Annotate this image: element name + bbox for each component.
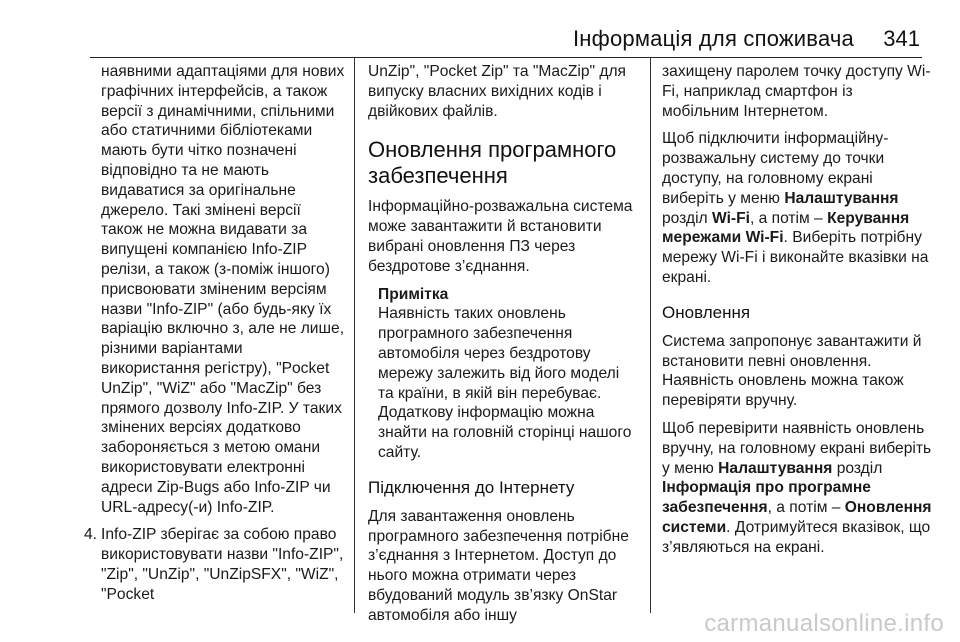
page-number: 341 [883, 26, 920, 51]
page-header [0, 0, 960, 58]
text-run: . Дотримуйтеся вказівок, що з’являються на екрані. [662, 518, 931, 556]
column-divider-1 [354, 58, 355, 613]
heading-updates: Оновлення [662, 302, 751, 322]
text-run: . Виберіть потрібну мережу Wi-Fi і виконайте вказівки на екрані. [662, 229, 929, 286]
text-run: Щоб перевірити наявність оновлень вручну, на головному екрані виберіть у меню [662, 419, 932, 477]
continuation-text: UnZip", "Pocket Zip" та "MacZip" для випуску власних вихідних кодів і двійкових файлів. [368, 63, 627, 120]
column-1 [84, 58, 346, 613]
note-title: Примітка [378, 285, 449, 303]
heading-software-updates: Оновлення програмного забезпечення [368, 137, 617, 189]
heading-internet-connection: Підключення до Інтернету [368, 477, 575, 497]
menu-software-info-label: Інформація про програмне забезпечення [662, 479, 871, 517]
text-run: , а потім – [767, 499, 845, 517]
list-item-text: Info-ZIP зберігає за собою право використовувати назви "Info-ZIP", "Zip", "UnZip", "UnZipSFX", "WiZ", "Pocket [101, 526, 344, 603]
menu-system-update-label: Оновлення системи [662, 499, 932, 536]
menu-wifi-label: Wi-Fi [711, 209, 750, 227]
column-divider-2 [650, 58, 651, 613]
wifi-paragraph: захищену паролем точку доступу Wi-Fi, наприклад смартфон із мобільним Інтернетом. [662, 63, 931, 120]
text-run: , а потім – [749, 209, 828, 227]
menu-settings-label: Налаштування [784, 189, 899, 207]
connect-instructions [662, 129, 932, 287]
manual-check-instructions [662, 419, 932, 558]
list-item-4 [84, 525, 346, 604]
page-title: Інформація для споживача [572, 26, 854, 51]
license-continuation-text: наявними адаптаціями для нових графічних інтерфейсів, а також версії з динамічними, спільними або статичними бібліотеками мають бути чітко позначені відповідно та не мають видаватися за оригінальне джерело. Такі змінені версії також не можна видавати за випущені компанією Info-ZIP релізи, а також (з-поміж іншого) присвоювати зміненим версіям назви "Info-ZIP" (або будь-яку їх варіацію включно з, але не лише, різними варіантами використання регістру), "Pocket UnZip", "WiZ" або "MacZip" без прямого дозволу Info-ZIP. У таких змінених версіях додатково забороняється з метою омани використовувати електронні адреси Zip-Bugs або Info-ZIP чи URL-адресу(-и) Info-ZIP. [101, 63, 345, 516]
menu-manage-networks-label: Керування мережами Wi-Fi [662, 209, 910, 247]
text-run: розділ [662, 209, 712, 227]
column-2 [368, 58, 636, 624]
list-number: 4. [84, 526, 98, 544]
watermark: carmanualsonline.info [704, 610, 944, 637]
text-run: Щоб підключити інформаційну-розважальну систему до точки доступу, на головному екрані виберіть у меню [662, 130, 889, 207]
note-text: Наявність таких оновлень програмного забезпечення автомобіля через бездротову мережу залежить від його моделі та країни, в якій він перебуває. Додаткову інформацію можна знайти на головній сторінці нашого сайту. [378, 305, 632, 461]
text-run: розділ [832, 459, 883, 477]
column-3 [662, 58, 932, 613]
menu-settings-label: Налаштування [718, 459, 833, 477]
internet-paragraph: Для завантаження оновлень програмного забезпечення потрібне з’єднання з Інтернетом. Доступ до нього можна отримати через вбудований модуль зв’язку OnStar автомобіля або іншу [368, 507, 629, 624]
note-block [368, 285, 636, 463]
updates-paragraph: Інформаційно-розважальна система може завантажити й встановити вибрані оновлення ПЗ через бездротове з’єднання. [368, 198, 633, 275]
updates-auto-paragraph: Система запропонує завантажити й встановити певні оновлення. Наявність оновлень можна також перевіряти вручну. [662, 332, 922, 410]
